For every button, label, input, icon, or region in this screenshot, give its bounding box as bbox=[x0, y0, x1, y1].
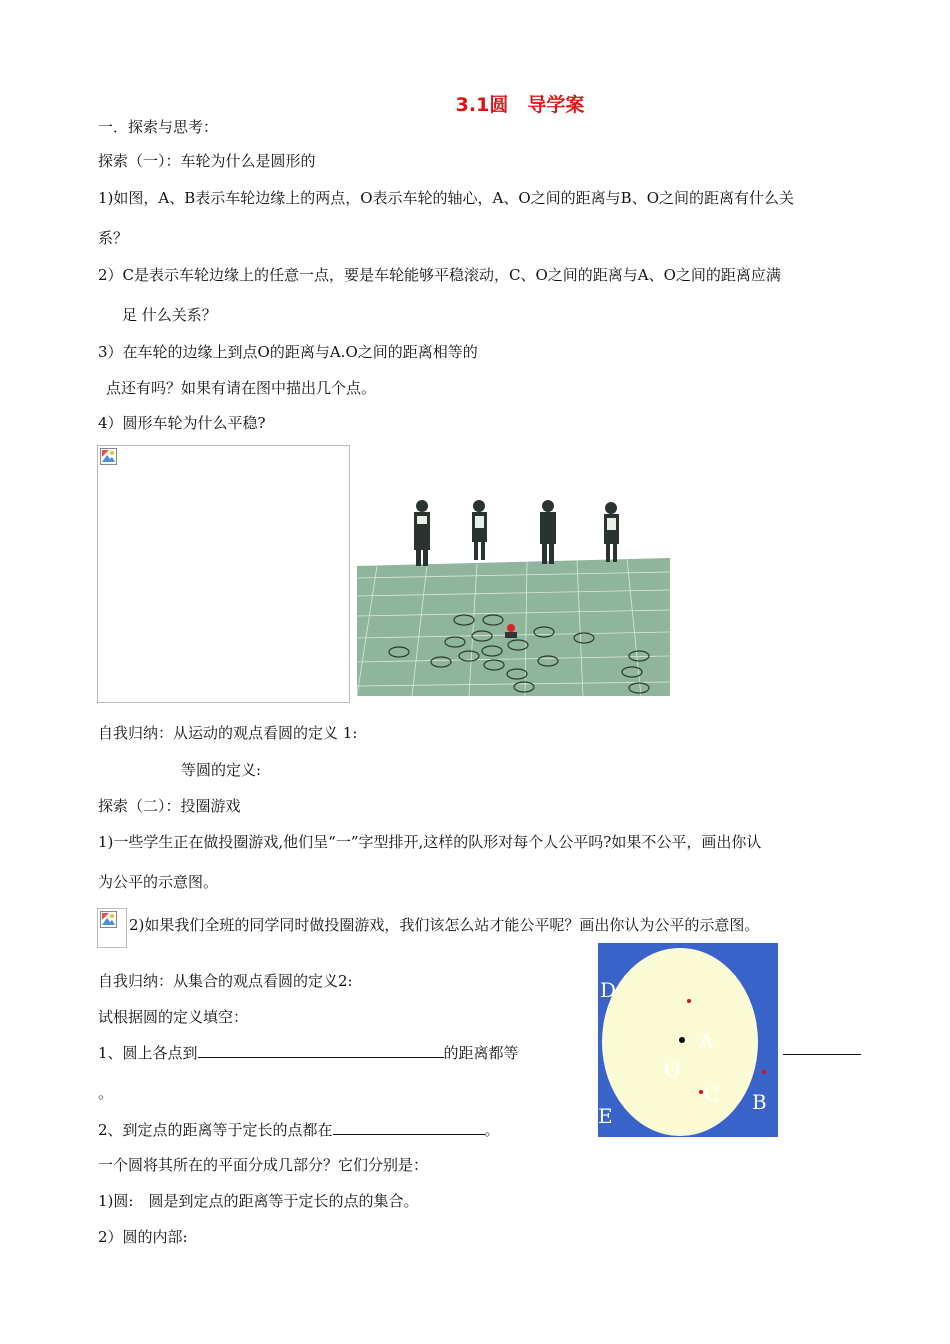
label-a: A bbox=[699, 1029, 714, 1053]
fill2-prefix: 2、到定点的距离等于定长的点都在 bbox=[98, 1121, 333, 1139]
fill1-end: 。 bbox=[98, 1084, 114, 1102]
fill-intro: 试根据圆的定义填空： bbox=[98, 1008, 249, 1026]
explore1-q1-line1: 1)如图，A、B表示车轮边缘上的两点，O表示车轮的轴心，A、O之间的距离与B、O之间的距离有什么关 bbox=[98, 189, 795, 207]
label-o: O bbox=[664, 1058, 681, 1082]
explore2-heading: 探索（二）：投圈游戏 bbox=[98, 797, 241, 815]
equal-circle-definition: 等圆的定义: bbox=[181, 761, 262, 779]
circle-diagram bbox=[598, 943, 778, 1137]
summary1: 自我归纳：从运动的观点看圆的定义 1: bbox=[98, 724, 358, 742]
explore1-q4: 4）圆形车轮为什么平稳? bbox=[98, 414, 266, 432]
fill-question-2 bbox=[98, 1120, 500, 1139]
broken-image-icon bbox=[100, 448, 117, 465]
fill2-blank[interactable] bbox=[333, 1120, 485, 1135]
label-d: D bbox=[600, 978, 617, 1002]
explore1-q2-line2: 足 什么关系？ bbox=[122, 306, 217, 324]
explore1-q2-line1: 2）C是表示车轮边缘上的任意一点，要是车轮能够平稳滚动，C、O之间的距离与A、O之间的距离应满 bbox=[98, 266, 781, 284]
part1: 1)圆: 圆是到定点的距离等于定长的点的集合。 bbox=[98, 1192, 419, 1210]
fill1-prefix: 1、圆上各点到 bbox=[98, 1044, 198, 1062]
point-b-marker bbox=[762, 1070, 766, 1074]
parts-question: 一个圆将其所在的平面分成几部分？它们分别是： bbox=[98, 1156, 429, 1174]
page-title: 3.1圆 导学案 bbox=[455, 94, 585, 116]
explore1-q3-line2: 点还有吗？如果有请在图中描出几个点。 bbox=[106, 379, 377, 397]
label-e: E bbox=[598, 1104, 613, 1128]
explore2-q2: 2)如果我们全班的同学同时做投圈游戏，我们该怎么站才能公平呢？画出你认为公平的示意图。 bbox=[129, 916, 760, 934]
explore2-q1-line1: 1)一些学生正在做投圈游戏,他们呈“一”字型排开,这样的队形对每个人公平吗?如果不公平，画出你认 bbox=[98, 833, 762, 851]
explore2-q1-line2: 为公平的示意图。 bbox=[98, 873, 219, 891]
summary2: 自我归纳：从集合的观点看圆的定义2: bbox=[98, 972, 353, 990]
label-c: C bbox=[704, 1082, 720, 1106]
ring-toss-photo bbox=[357, 496, 670, 696]
broken-image-icon bbox=[100, 911, 117, 928]
small-image-frame bbox=[97, 908, 127, 948]
explore1-q3-line1: 3）在车轮的边缘上到点O的距离与A.O之间的距离相等的 bbox=[98, 343, 478, 361]
point-c-marker bbox=[699, 1090, 703, 1094]
explore1-heading: 探索（一）：车轮为什么是圆形的 bbox=[98, 152, 316, 170]
part2: 2）圆的内部: bbox=[98, 1228, 188, 1246]
label-b: B bbox=[752, 1090, 767, 1114]
section-heading: 一．探索与思考： bbox=[98, 118, 219, 136]
fill1-suffix: 的距离都等 bbox=[443, 1044, 519, 1062]
explore1-q1-line2: 系？ bbox=[98, 229, 129, 247]
fill-question-1 bbox=[98, 1043, 519, 1062]
fill2-suffix: 。 bbox=[484, 1121, 500, 1139]
center-point bbox=[679, 1037, 685, 1043]
point-a-marker bbox=[687, 999, 691, 1003]
fill1-blank-2[interactable] bbox=[783, 1040, 861, 1055]
wheel-image-frame bbox=[97, 445, 350, 703]
fill1-blank[interactable] bbox=[198, 1043, 444, 1058]
